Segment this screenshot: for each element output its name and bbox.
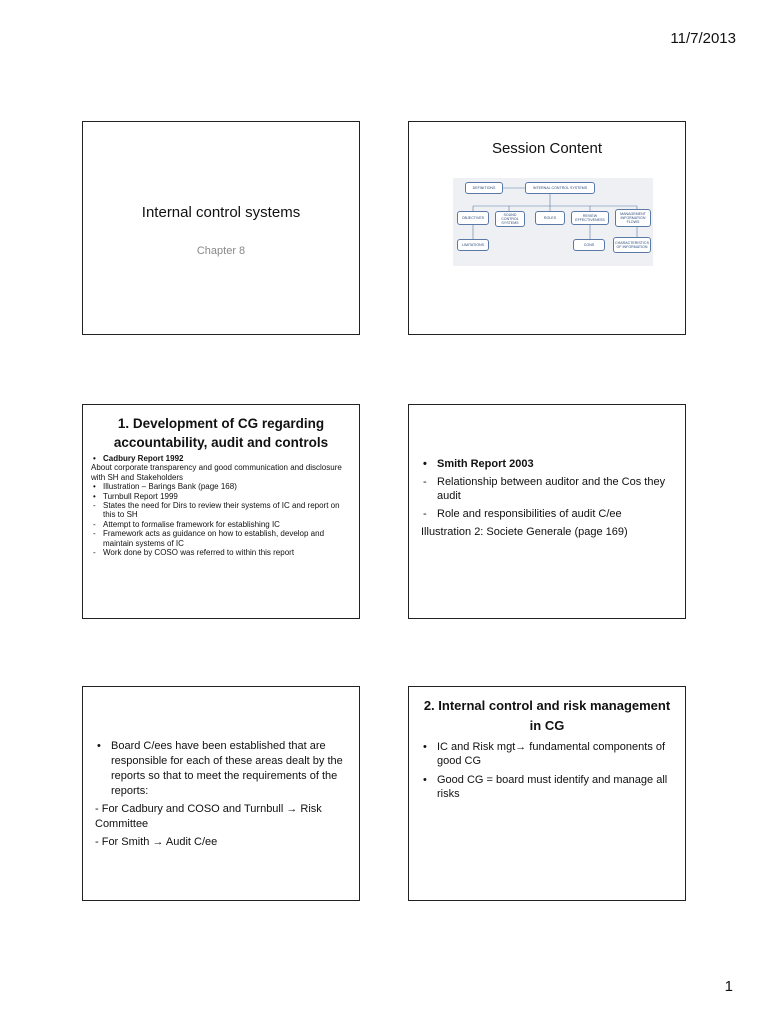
list-item-text: - For Cadbury and COSO and Turnbull → Risk Committee (95, 803, 322, 830)
list-item (91, 463, 351, 482)
diagram-node-objectives: OBJECTIVES (457, 211, 489, 225)
list-item (91, 520, 351, 529)
list-item (421, 525, 675, 539)
list-item (421, 475, 675, 503)
list-marker: - (93, 529, 96, 539)
list-item (421, 740, 675, 768)
list-item-text: Smith Report 2003 (437, 458, 534, 470)
slide-thumbnail-6 (408, 686, 686, 901)
list-item-text: Good CG = board must identify and manage all risks (437, 774, 668, 800)
list-item-text: Relationship between auditor and the Cos they audit (437, 476, 666, 502)
diagram-node-cons: CONS (573, 239, 605, 251)
list-marker: • (423, 741, 427, 753)
list-marker: - (93, 519, 96, 529)
slide-thumbnail-4 (408, 404, 686, 619)
list-item-text: About corporate transparency and good communication and disclosure with SH and Stakeholders (91, 463, 342, 482)
diagram-node-definitions: DEFINITIONS (465, 182, 503, 194)
list-marker: • (93, 491, 96, 501)
list-item (95, 835, 349, 850)
list-item-text: Board C/ees have been established that are responsible for each of these areas dealt by the reports so that to meet the requirements of the reports: (111, 740, 343, 797)
list-item (95, 739, 349, 799)
list-marker: • (93, 482, 96, 492)
list-item-text: States the need for Dirs to review their systems of IC and report on this to SH (103, 501, 340, 520)
list-marker: • (423, 458, 427, 470)
list-item (91, 454, 351, 463)
list-item (421, 507, 675, 521)
slide-title: 2. Internal control and risk management in CG (423, 698, 671, 733)
diagram-node-review-effectiveness: REVIEW EFFECTIVENESS (571, 211, 609, 225)
list-marker: • (93, 454, 96, 463)
list-item (91, 482, 351, 491)
diagram-node-internal-control-systems: INTERNAL CONTROL SYSTEMS (525, 182, 595, 194)
bullet-list (421, 740, 675, 806)
list-marker: - (423, 476, 427, 488)
list-item-text: Role and responsibilities of audit C/ee (437, 508, 622, 520)
diagram-node-roles: ROLES (535, 211, 565, 225)
list-item-text: Illustration 2: Societe Generale (page 169) (421, 526, 628, 538)
bullet-list (421, 457, 675, 543)
list-item-text: Illustration – Barings Bank (page 168) (103, 482, 237, 492)
slide-title: Session Content (491, 140, 603, 157)
list-item-text: - For Smith → Audit C/ee (95, 836, 218, 848)
list-marker: - (93, 501, 96, 511)
list-marker: - (93, 548, 96, 558)
slide-subtitle: Chapter 8 (196, 245, 246, 257)
session-content-diagram (453, 178, 653, 266)
list-marker: - (423, 508, 427, 520)
slide-thumbnail-3 (82, 404, 360, 619)
list-item (95, 802, 349, 832)
list-item (421, 457, 675, 471)
list-item (421, 773, 675, 801)
list-item-text: Work done by COSO was referred to within this report (103, 548, 295, 558)
list-item-text: Framework acts as guidance on how to establish, develop and maintain systems of IC (103, 529, 325, 548)
diagram-node-limitations: LIMITATIONS (457, 239, 489, 251)
slide-title: Internal control systems (141, 204, 301, 221)
diagram-node-management-information-flows: MANAGEMENT INFORMATION FLOWS (615, 209, 651, 227)
list-item (91, 529, 351, 548)
bullet-list (95, 739, 349, 853)
list-item-text: Attempt to formalise framework for establishing IC (103, 519, 280, 529)
list-item-text: Turnbull Report 1999 (103, 491, 178, 501)
diagram-node-sound-control-systems: SOUND CONTROL SYSTEMS (495, 211, 525, 227)
slide-title: 1. Development of CG regarding accountability, audit and controls (113, 416, 329, 450)
page-number: 1 (724, 978, 733, 995)
list-item (91, 492, 351, 501)
list-marker: • (423, 774, 427, 786)
slide-thumbnail-5 (82, 686, 360, 901)
list-marker: • (97, 740, 101, 752)
bullet-list (91, 454, 351, 557)
list-item (91, 548, 351, 557)
list-item-text: Cadbury Report 1992 (103, 454, 184, 463)
list-item (91, 501, 351, 520)
list-item-text: IC and Risk mgt→ fundamental components of good CG (437, 741, 666, 767)
date-header: 11/7/2013 (670, 30, 736, 47)
slide-thumbnail-2 (408, 121, 686, 335)
diagram-node-characteristics-of-information: CHARACTERISTICS OF INFORMATION (613, 237, 651, 253)
slide-thumbnail-1 (82, 121, 360, 335)
